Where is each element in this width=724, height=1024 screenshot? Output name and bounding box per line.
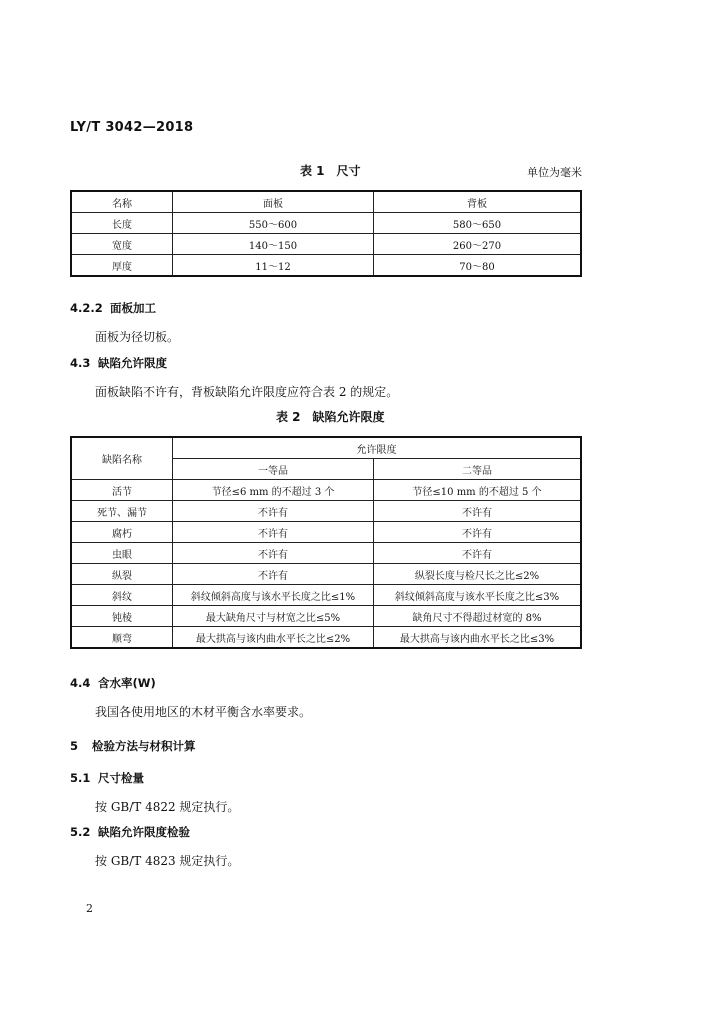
section-5-2-text: 按 GB/T 4823 规定执行。 xyxy=(95,854,240,868)
table2 xyxy=(70,436,582,649)
table-cell: 节径≤6 mm 的不超过 3 个 xyxy=(173,480,374,501)
table-cell: 死节、漏节 xyxy=(71,501,173,522)
table-cell: 最大拱高与该内曲水平长之比≤2% xyxy=(173,627,374,649)
section-4-3-heading xyxy=(70,355,167,371)
table-cell: 缺角尺寸不得超过材宽的 8% xyxy=(374,606,582,627)
section-number: 5.1 xyxy=(70,771,91,785)
table-cell: 不许有 xyxy=(374,522,582,543)
table-row xyxy=(71,191,581,213)
standard-code-header: LY/T 3042—2018 xyxy=(70,120,194,135)
page-number: 2 xyxy=(86,902,93,915)
table-cell: 纵裂长度与检尺长之比≤2% xyxy=(374,564,582,585)
table-row xyxy=(71,255,581,277)
table-cell: 不许有 xyxy=(173,543,374,564)
section-title: 缺陷允许限度检验 xyxy=(98,825,191,839)
section-title: 含水率(W) xyxy=(98,676,156,690)
section-5-1-heading xyxy=(70,770,144,786)
table-cell: 580～650 xyxy=(374,213,582,234)
section-4-2-2-text: 面板为径切板。 xyxy=(95,330,180,344)
table2-title: 表 2 缺陷允许限度 xyxy=(276,410,385,424)
table-row xyxy=(71,543,581,564)
section-title: 面板加工 xyxy=(110,301,157,315)
table-cell: 70～80 xyxy=(374,255,582,277)
table-cell: 不许有 xyxy=(374,543,582,564)
table-cell: 最大缺角尺寸与材宽之比≤5% xyxy=(173,606,374,627)
table2-header-allow: 允许限度 xyxy=(173,437,582,459)
table-cell: 不许有 xyxy=(173,564,374,585)
table1-unit: 单位为毫米 xyxy=(527,166,582,179)
section-title: 尺寸检量 xyxy=(98,771,145,785)
table-cell: 长度 xyxy=(71,213,173,234)
table-row xyxy=(71,564,581,585)
table-cell: 不许有 xyxy=(173,501,374,522)
section-number: 5.2 xyxy=(70,825,91,839)
section-5-heading xyxy=(70,738,196,754)
section-title: 缺陷允许限度 xyxy=(98,356,168,370)
table-row xyxy=(71,213,581,234)
table-row xyxy=(71,437,581,459)
table-row xyxy=(71,606,581,627)
table-cell: 斜纹倾斜高度与该水平长度之比≤1% xyxy=(173,585,374,606)
section-4-4-heading xyxy=(70,675,156,691)
table-cell: 虫眼 xyxy=(71,543,173,564)
section-title: 检验方法与材积计算 xyxy=(92,739,196,753)
section-4-4-text: 我国各使用地区的木材平衡含水率要求。 xyxy=(95,705,312,719)
table1 xyxy=(70,190,582,277)
table-cell: 厚度 xyxy=(71,255,173,277)
table-row xyxy=(71,627,581,649)
table-cell: 不许有 xyxy=(374,501,582,522)
table-cell: 腐朽 xyxy=(71,522,173,543)
section-5-1-text: 按 GB/T 4822 规定执行。 xyxy=(95,800,240,814)
table-row xyxy=(71,585,581,606)
table2-header-grade1: 一等品 xyxy=(173,459,374,480)
table-cell: 140～150 xyxy=(173,234,374,255)
table1-header-back: 背板 xyxy=(374,191,582,213)
section-5-2-heading xyxy=(70,824,190,840)
table1-header-face: 面板 xyxy=(173,191,374,213)
section-4-3-text: 面板缺陷不许有，背板缺陷允许限度应符合表 2 的规定。 xyxy=(95,385,399,399)
table-cell: 最大拱高与该内曲水平长之比≤3% xyxy=(374,627,582,649)
table-cell: 斜纹 xyxy=(71,585,173,606)
table2-header-grade2: 二等品 xyxy=(374,459,582,480)
table-cell: 260～270 xyxy=(374,234,582,255)
table-cell: 纵裂 xyxy=(71,564,173,585)
section-number: 4.2.2 xyxy=(70,301,103,315)
table-cell: 宽度 xyxy=(71,234,173,255)
table-row xyxy=(71,522,581,543)
table-cell: 550～600 xyxy=(173,213,374,234)
table-row xyxy=(71,501,581,522)
table-row xyxy=(71,234,581,255)
table-cell: 11～12 xyxy=(173,255,374,277)
table-cell: 钝棱 xyxy=(71,606,173,627)
table1-header-name: 名称 xyxy=(71,191,173,213)
table1-title: 表 1 尺寸 xyxy=(300,164,361,178)
table-cell: 顺弯 xyxy=(71,627,173,649)
table-cell: 节径≤10 mm 的不超过 5 个 xyxy=(374,480,582,501)
table2-header-defect: 缺陷名称 xyxy=(71,437,173,480)
table-cell: 活节 xyxy=(71,480,173,501)
section-number: 4.4 xyxy=(70,676,91,690)
table-cell: 斜纹倾斜高度与该水平长度之比≤3% xyxy=(374,585,582,606)
section-number: 5 xyxy=(70,739,79,753)
table-row xyxy=(71,480,581,501)
section-4-2-2-heading xyxy=(70,300,156,316)
section-number: 4.3 xyxy=(70,356,91,370)
table-cell: 不许有 xyxy=(173,522,374,543)
